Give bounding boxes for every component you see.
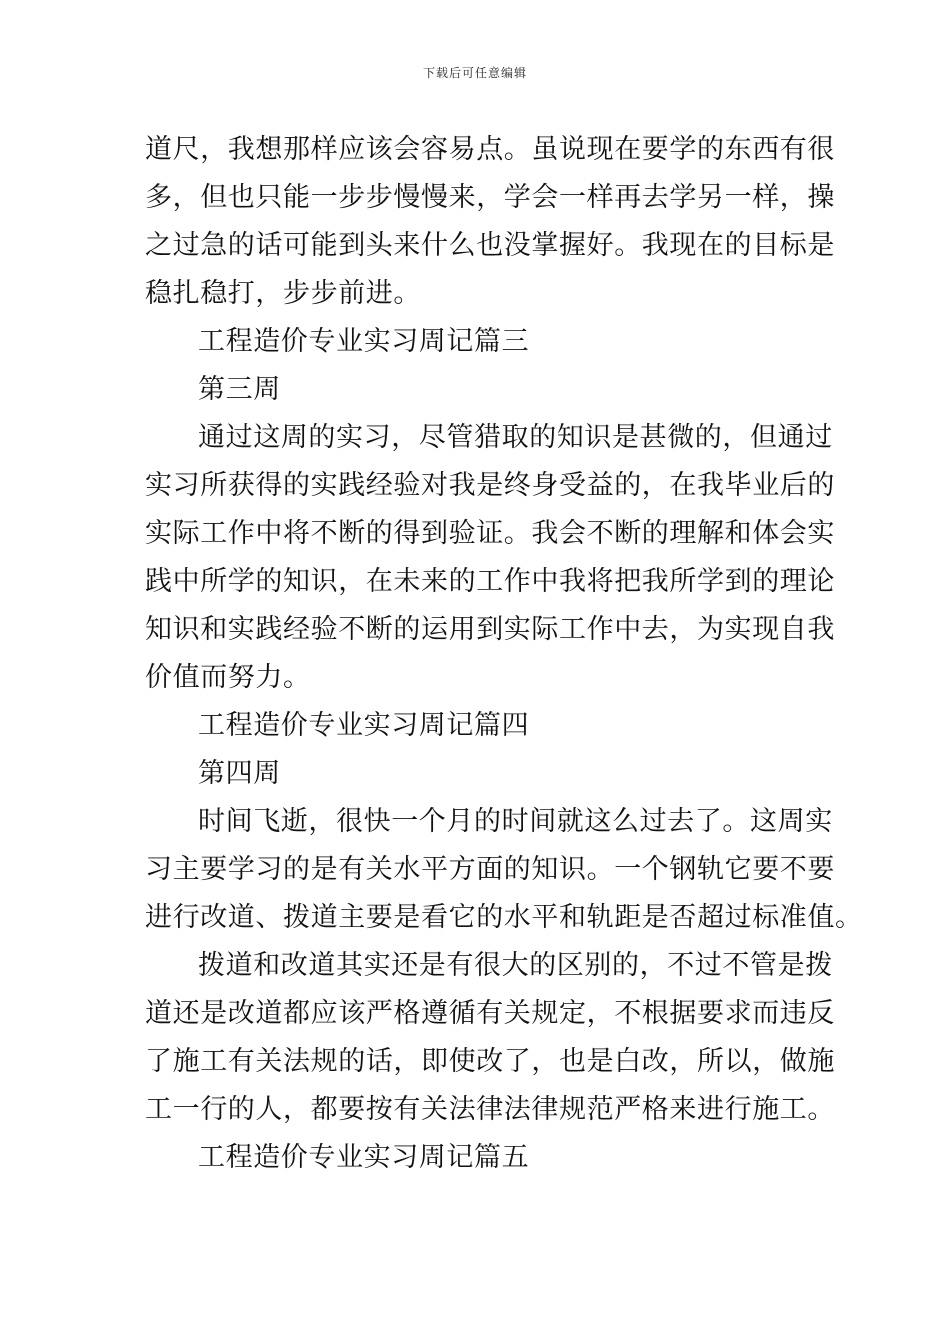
text-line: 时间飞逝，很快一个月的时间就这么过去了。这周实 [198, 806, 833, 837]
section-title-5: 工程造价专业实习周记篇五 [198, 1142, 530, 1173]
week-label-4: 第四周 [198, 758, 281, 789]
text-line: 践中所学的知识，在未来的工作中我将把我所学到的理论 [145, 566, 835, 597]
section-title-3: 工程造价专业实习周记篇三 [198, 326, 530, 357]
text-line: 道尺，我想那样应该会容易点。虽说现在要学的东西有很 [145, 134, 835, 165]
text-line: 拨道和改道其实还是有很大的区别的，不过不管是拨 [198, 950, 833, 981]
text-line: 价值而努力。 [145, 662, 311, 693]
text-line: 工一行的人，都要按有关法律法律规范严格来进行施工。 [145, 1094, 835, 1125]
text-line: 知识和实践经验不断的运用到实际工作中去，为实现自我 [145, 614, 835, 645]
text-line: 进行改道、拨道主要是看它的水平和轨距是否超过标准值。 [145, 902, 863, 933]
text-line: 实习所获得的实践经验对我是终身受益的，在我毕业后的 [145, 470, 835, 501]
page-header: 下载后可任意编辑 [422, 66, 527, 80]
text-line: 稳扎稳打，步步前进。 [145, 278, 421, 309]
text-line: 了施工有关法规的话，即使改了，也是白改，所以，做施 [145, 1046, 835, 1077]
text-line: 道还是改道都应该严格遵循有关规定，不根据要求而违反 [145, 998, 835, 1029]
document-body [145, 126, 863, 1182]
section-title-4: 工程造价专业实习周记篇四 [198, 710, 530, 741]
text-line: 之过急的话可能到头来什么也没掌握好。我现在的目标是 [145, 230, 835, 261]
text-line: 习主要学习的是有关水平方面的知识。一个钢轨它要不要 [145, 854, 835, 885]
text-line: 通过这周的实习，尽管猎取的知识是甚微的，但通过 [198, 422, 833, 453]
text-line: 实际工作中将不断的得到验证。我会不断的理解和体会实 [145, 518, 835, 549]
week-label-3: 第三周 [198, 374, 281, 405]
text-line: 多，但也只能一步步慢慢来，学会一样再去学另一样，操 [145, 182, 835, 213]
